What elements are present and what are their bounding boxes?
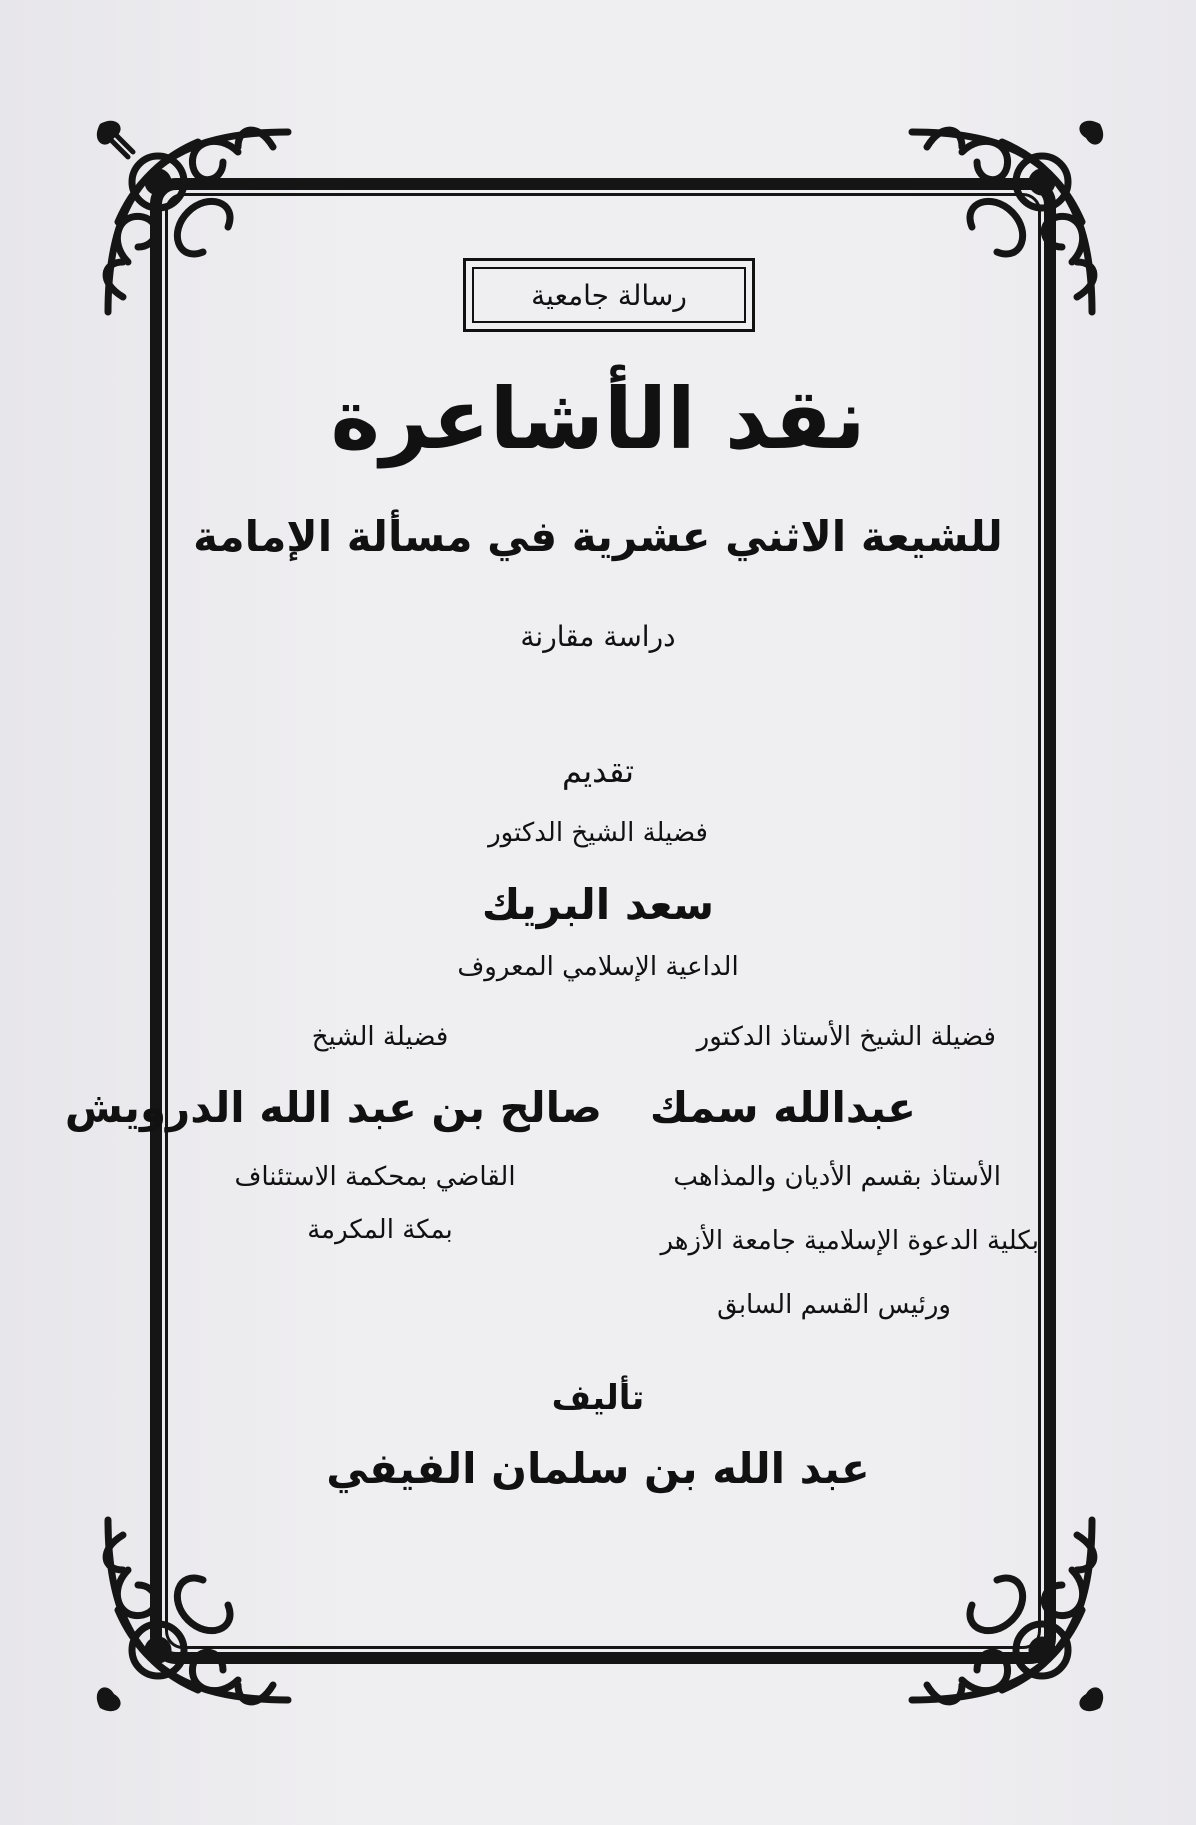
presenter2-description-line: ورئيس القسم السابق xyxy=(717,1290,951,1320)
author-name: عبد الله بن سلمان الفيفي xyxy=(326,1444,870,1493)
presenter1-honorific: فضيلة الشيخ الدكتور xyxy=(488,818,708,848)
presenter3-name: صالح بن عبد الله الدرويش xyxy=(64,1083,602,1132)
presenter2-honorific: فضيلة الشيخ الأستاذ الدكتور xyxy=(696,1022,996,1052)
presenter3-description-line: بمكة المكرمة xyxy=(307,1215,453,1245)
presenter2-name: عبدالله سمك xyxy=(649,1083,916,1132)
authorship-label: تأليف xyxy=(551,1378,645,1418)
book-title: نقد الأشاعرة xyxy=(330,370,866,468)
study-type: دراسة مقارنة xyxy=(520,620,676,653)
presenter1-name: سعد البريك xyxy=(481,880,715,929)
corner-ornament-icon xyxy=(88,112,308,332)
corner-ornament-icon xyxy=(892,112,1112,332)
presenter2-description-line: بكلية الدعوة الإسلامية جامعة الأزهر xyxy=(660,1226,1039,1256)
thesis-label-box xyxy=(463,258,755,332)
corner-ornament-icon xyxy=(88,1500,308,1720)
corner-ornament-icon xyxy=(892,1500,1112,1720)
introduction-label: تقديم xyxy=(561,752,635,790)
book-subtitle: للشيعة الاثني عشرية في مسألة الإمامة xyxy=(193,512,1003,561)
presenter3-description-line: القاضي بمحكمة الاستئناف xyxy=(234,1162,516,1192)
presenter2-description-line: الأستاذ بقسم الأديان والمذاهب xyxy=(673,1162,1001,1192)
presenter3-honorific: فضيلة الشيخ xyxy=(311,1022,449,1052)
thesis-label: رسالة جامعية xyxy=(531,278,687,312)
presenter1-description: الداعية الإسلامي المعروف xyxy=(457,952,739,982)
